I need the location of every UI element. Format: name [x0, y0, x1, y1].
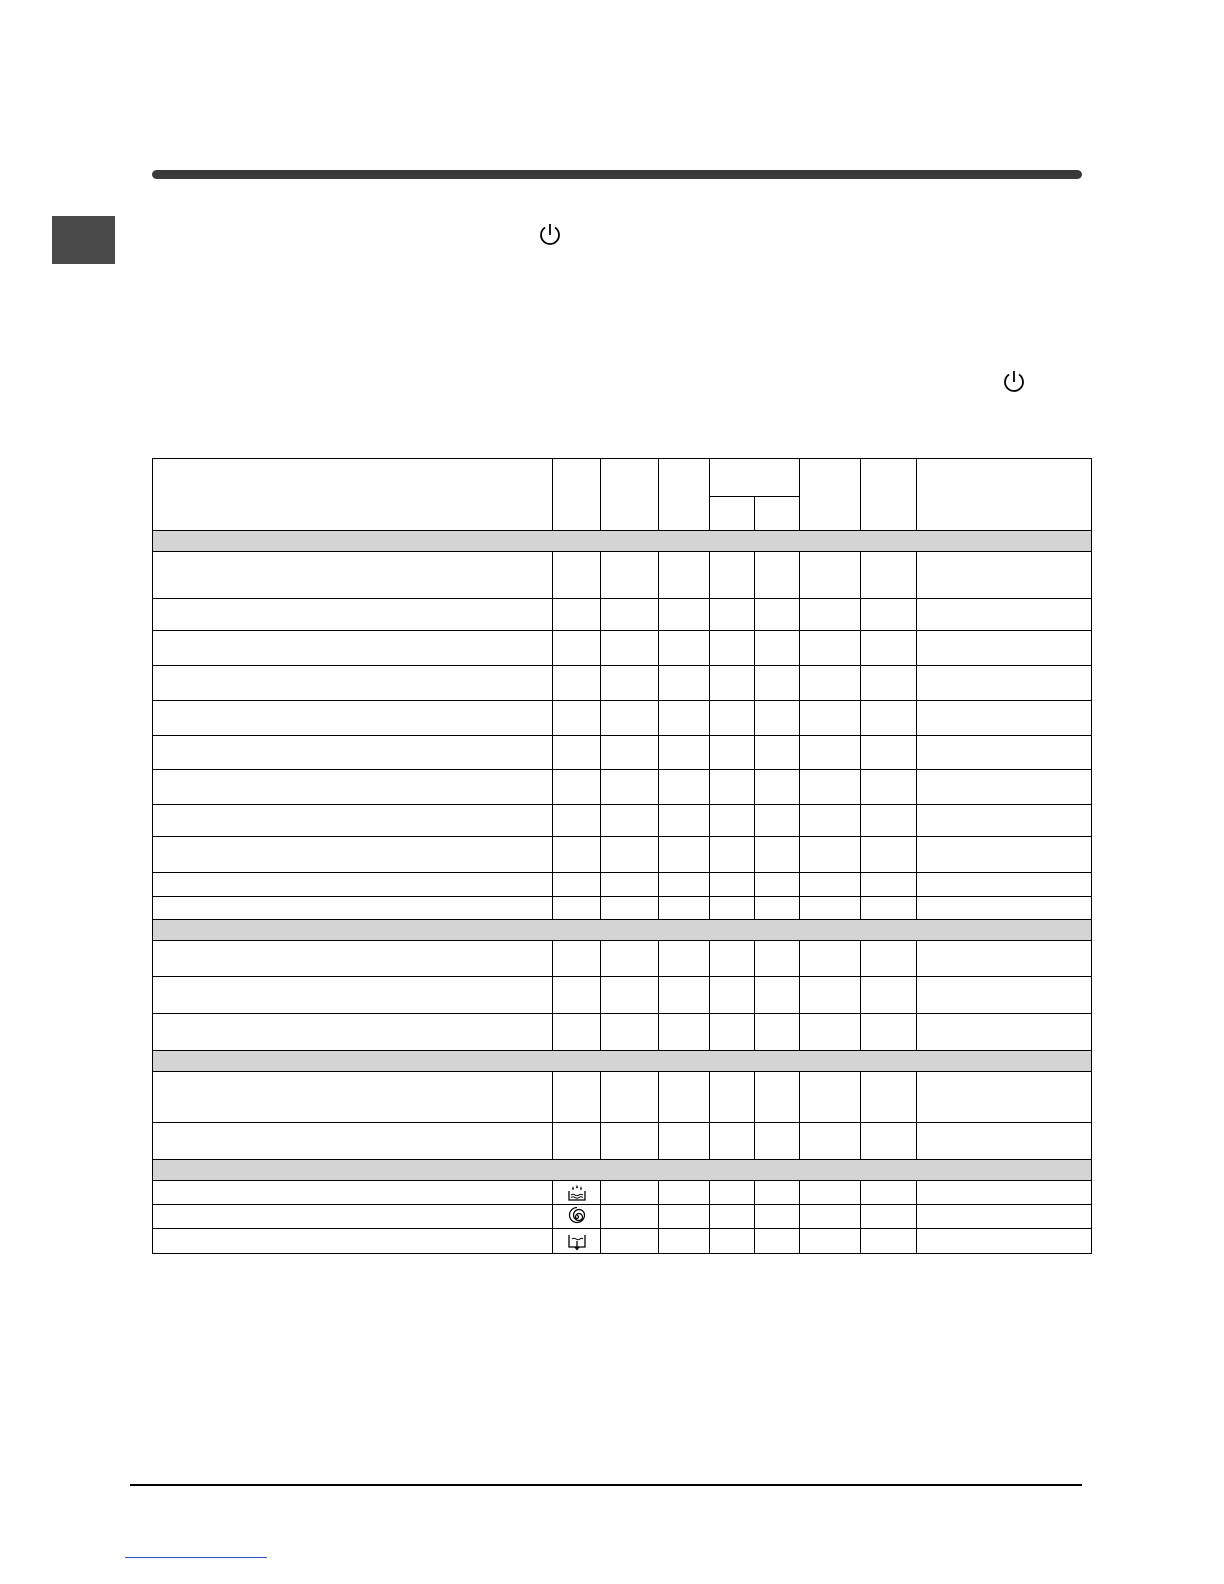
table-cell	[710, 701, 755, 736]
header-rule	[152, 170, 1082, 179]
table-header-row	[153, 459, 1092, 497]
table-cell	[601, 1205, 659, 1229]
table-cell	[861, 837, 917, 873]
table-cell	[553, 631, 601, 666]
table-cell	[659, 1229, 710, 1254]
header-cell	[601, 459, 659, 531]
table-cell	[800, 736, 861, 770]
table-cell	[755, 666, 800, 701]
table-cell	[800, 897, 861, 920]
table-cell	[710, 631, 755, 666]
table-cell	[601, 1229, 659, 1254]
table-cell	[710, 599, 755, 631]
table-row	[153, 805, 1092, 837]
table-cell	[553, 701, 601, 736]
table-cell	[755, 1205, 800, 1229]
table-cell	[659, 552, 710, 599]
table-cell	[755, 941, 800, 977]
table-row	[153, 552, 1092, 599]
table-cell	[861, 977, 917, 1014]
table-cell	[710, 873, 755, 897]
table-row	[153, 666, 1092, 701]
table-cell	[800, 666, 861, 701]
table-cell	[917, 873, 1092, 897]
section-cell	[153, 531, 1092, 552]
table-cell	[800, 1229, 861, 1254]
table-cell	[153, 897, 553, 920]
table-cell	[601, 599, 659, 631]
table-cell	[755, 599, 800, 631]
table-cell	[659, 666, 710, 701]
section-row	[153, 1160, 1092, 1181]
table-cell	[601, 666, 659, 701]
table-cell	[153, 873, 553, 897]
table-cell	[153, 701, 553, 736]
table-cell	[659, 701, 710, 736]
table-cell	[553, 1014, 601, 1051]
footer-rule	[130, 1484, 1082, 1486]
programme-table	[152, 458, 1092, 1254]
table-cell	[710, 837, 755, 873]
section-cell	[153, 1160, 1092, 1181]
table-cell	[659, 1014, 710, 1051]
table-cell	[601, 736, 659, 770]
table-cell	[601, 805, 659, 837]
table-cell	[755, 977, 800, 1014]
table-cell	[755, 1014, 800, 1051]
table-cell	[800, 599, 861, 631]
table-cell	[153, 977, 553, 1014]
table-cell	[153, 805, 553, 837]
table-cell	[153, 599, 553, 631]
header-cell	[800, 459, 861, 531]
table-cell	[553, 873, 601, 897]
table-cell	[553, 552, 601, 599]
table-cell	[659, 897, 710, 920]
table-cell	[710, 552, 755, 599]
drain-icon	[553, 1229, 601, 1254]
table-cell	[917, 666, 1092, 701]
table-cell	[861, 897, 917, 920]
table-cell	[755, 897, 800, 920]
header-cell	[553, 459, 601, 531]
table-cell	[710, 977, 755, 1014]
table-cell	[153, 941, 553, 977]
table-cell	[800, 552, 861, 599]
spin-icon	[553, 1205, 601, 1229]
table-cell	[659, 770, 710, 805]
table-cell	[659, 1123, 710, 1160]
power-symbol-icon	[538, 222, 562, 246]
table-cell	[659, 1205, 710, 1229]
table-cell	[601, 873, 659, 897]
table-cell	[710, 736, 755, 770]
table-cell	[917, 1123, 1092, 1160]
table-cell	[710, 666, 755, 701]
header-cell	[659, 459, 710, 531]
table-cell	[153, 837, 553, 873]
table-cell	[153, 1205, 553, 1229]
table-cell	[553, 1072, 601, 1123]
table-cell	[601, 1014, 659, 1051]
table-cell	[861, 805, 917, 837]
table-cell	[755, 1123, 800, 1160]
table-cell	[601, 1181, 659, 1205]
table-cell	[917, 805, 1092, 837]
table-row	[153, 873, 1092, 897]
table-cell	[861, 552, 917, 599]
table-cell	[861, 1072, 917, 1123]
table-cell	[659, 837, 710, 873]
table-row	[153, 1229, 1092, 1254]
table-cell	[800, 873, 861, 897]
table-cell	[553, 770, 601, 805]
footer-link-underline[interactable]	[125, 1557, 267, 1558]
table-row	[153, 897, 1092, 920]
table-cell	[861, 941, 917, 977]
table-cell	[800, 770, 861, 805]
language-tab	[52, 216, 115, 264]
table-cell	[755, 873, 800, 897]
table-cell	[710, 1123, 755, 1160]
table-cell	[800, 1181, 861, 1205]
table-cell	[861, 599, 917, 631]
header-cell-programme	[153, 459, 553, 531]
section-cell	[153, 1051, 1092, 1072]
table-cell	[861, 873, 917, 897]
table-cell	[601, 1123, 659, 1160]
rinse-icon	[553, 1181, 601, 1205]
header-cell	[861, 459, 917, 531]
table-cell	[601, 837, 659, 873]
table-cell	[917, 941, 1092, 977]
header-cell-notes	[917, 459, 1092, 531]
table-cell	[553, 977, 601, 1014]
table-cell	[800, 941, 861, 977]
table-cell	[800, 631, 861, 666]
table-row	[153, 1123, 1092, 1160]
table-cell	[659, 977, 710, 1014]
table-row	[153, 770, 1092, 805]
section-cell	[153, 920, 1092, 941]
header-subcell	[755, 497, 800, 531]
table-cell	[601, 897, 659, 920]
table-cell	[659, 873, 710, 897]
table-row	[153, 736, 1092, 770]
table-cell	[601, 701, 659, 736]
table-cell	[861, 631, 917, 666]
table-cell	[710, 770, 755, 805]
table-cell	[153, 1072, 553, 1123]
table-cell	[800, 837, 861, 873]
section-row	[153, 531, 1092, 552]
table-cell	[800, 805, 861, 837]
table-cell	[710, 1205, 755, 1229]
section-row	[153, 1051, 1092, 1072]
table-cell	[601, 977, 659, 1014]
table-cell	[861, 666, 917, 701]
table-cell	[917, 1181, 1092, 1205]
power-symbol-icon	[1002, 369, 1026, 393]
table-cell	[710, 897, 755, 920]
table-cell	[755, 1072, 800, 1123]
table-cell	[710, 1181, 755, 1205]
table-cell	[601, 1072, 659, 1123]
table-cell	[153, 736, 553, 770]
table-cell	[659, 805, 710, 837]
table-cell	[917, 1205, 1092, 1229]
table-cell	[710, 1229, 755, 1254]
table-cell	[755, 805, 800, 837]
table-cell	[917, 1229, 1092, 1254]
table-cell	[755, 770, 800, 805]
table-cell	[553, 599, 601, 631]
table-cell	[917, 599, 1092, 631]
table-cell	[601, 941, 659, 977]
table-cell	[917, 1072, 1092, 1123]
table-cell	[861, 1229, 917, 1254]
table-cell	[553, 941, 601, 977]
table-row	[153, 599, 1092, 631]
table-cell	[800, 1072, 861, 1123]
table-row	[153, 941, 1092, 977]
table-cell	[917, 977, 1092, 1014]
table-cell	[153, 631, 553, 666]
table-row	[153, 837, 1092, 873]
table-cell	[659, 941, 710, 977]
table-cell	[800, 1205, 861, 1229]
table-cell	[917, 736, 1092, 770]
table-cell	[755, 631, 800, 666]
header-cell-group	[710, 459, 800, 497]
table-row	[153, 1072, 1092, 1123]
table-cell	[861, 1181, 917, 1205]
table-row	[153, 631, 1092, 666]
table-cell	[755, 552, 800, 599]
table-row	[153, 977, 1092, 1014]
table-cell	[710, 941, 755, 977]
table-cell	[601, 631, 659, 666]
table-cell	[553, 805, 601, 837]
table-cell	[755, 1181, 800, 1205]
table-cell	[601, 770, 659, 805]
table-cell	[710, 1014, 755, 1051]
table-row	[153, 1014, 1092, 1051]
table-cell	[553, 666, 601, 701]
table-cell	[800, 1123, 861, 1160]
table-cell	[755, 701, 800, 736]
table-cell	[153, 666, 553, 701]
table-cell	[800, 977, 861, 1014]
table-cell	[153, 1014, 553, 1051]
table-cell	[659, 1072, 710, 1123]
table-cell	[153, 1181, 553, 1205]
table-cell	[153, 1123, 553, 1160]
table-cell	[917, 770, 1092, 805]
table-cell	[659, 736, 710, 770]
header-subcell	[710, 497, 755, 531]
table-cell	[800, 701, 861, 736]
table-cell	[755, 736, 800, 770]
table-cell	[601, 552, 659, 599]
table-cell	[153, 552, 553, 599]
table-cell	[917, 897, 1092, 920]
table-cell	[917, 837, 1092, 873]
table-cell	[659, 1181, 710, 1205]
table-cell	[153, 1229, 553, 1254]
table-cell	[553, 736, 601, 770]
table-cell	[861, 1014, 917, 1051]
table-cell	[861, 701, 917, 736]
table-cell	[861, 1123, 917, 1160]
table-cell	[800, 1014, 861, 1051]
table-cell	[917, 631, 1092, 666]
table-cell	[153, 770, 553, 805]
table-cell	[861, 1205, 917, 1229]
table-cell	[710, 805, 755, 837]
table-row	[153, 701, 1092, 736]
table-cell	[917, 552, 1092, 599]
table-row	[153, 1205, 1092, 1229]
table-row	[153, 1181, 1092, 1205]
table-cell	[917, 1014, 1092, 1051]
table-cell	[917, 701, 1092, 736]
table-cell	[659, 599, 710, 631]
table-cell	[861, 770, 917, 805]
table-cell	[553, 1123, 601, 1160]
section-row	[153, 920, 1092, 941]
table-cell	[710, 1072, 755, 1123]
table-cell	[755, 1229, 800, 1254]
table-cell	[755, 837, 800, 873]
table-cell	[553, 897, 601, 920]
table-cell	[659, 631, 710, 666]
table-cell	[553, 837, 601, 873]
table-cell	[861, 736, 917, 770]
